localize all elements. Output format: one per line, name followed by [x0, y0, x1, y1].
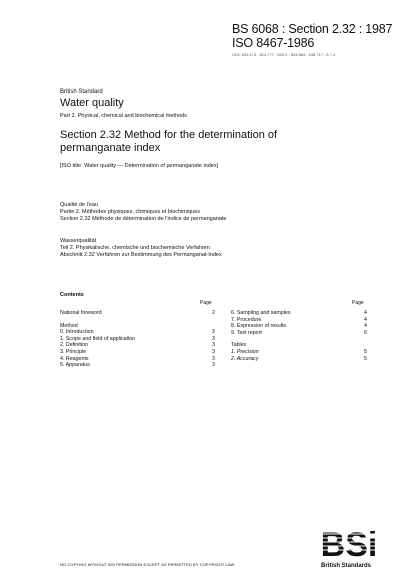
bsi-logo-mark [318, 525, 380, 563]
german-title-block [60, 238, 222, 260]
contents-entry [60, 342, 215, 349]
udc-line: UDC 628.1/.3 : 614.777 : 543.3 : 543.864 : 546.717 : 5.?.4 [232, 52, 336, 57]
german-line1: Wasserqualität [60, 238, 97, 244]
contents-entry-page: 5 [364, 355, 367, 362]
bsi-caption: British Standards [321, 563, 372, 569]
contents-entry [231, 323, 367, 330]
contents-entry-page: 3 [212, 355, 215, 362]
contents-entry-label: Method [60, 322, 78, 329]
standard-number-line1: BS 6068 : Section 2.32 : 1987 [232, 22, 393, 36]
french-line1: Qualité de l'eau [60, 202, 99, 208]
contents-entry-page: 5 [364, 348, 367, 355]
contents-entry-label: 4. Reagents [60, 355, 89, 362]
contents-entry-label: 7. Procedure [231, 316, 262, 323]
contents-left-column [60, 310, 215, 369]
contents-entry-page: 3 [212, 362, 215, 369]
contents-entry-label: 8. Expression of results [231, 323, 287, 330]
bsi-logo [318, 525, 380, 568]
contents-entry [60, 323, 215, 330]
contents-entry-page: 3 [212, 342, 215, 349]
contents-entry-page: 3 [212, 348, 215, 355]
document-title: Water quality [60, 97, 124, 109]
contents-page-label-left: Page [200, 300, 212, 306]
contents-entry-page: 4 [364, 316, 367, 323]
contents-entry-page: 4 [364, 310, 367, 316]
contents-entry-label: 1. Scope and field of application [60, 335, 136, 342]
part-title: Part 2. Physical, chemical and biochemical methods [60, 113, 187, 119]
contents-entry [60, 336, 215, 343]
contents-entry [231, 330, 367, 337]
standard-number-block [232, 22, 410, 50]
contents-entry-label: Tables [231, 342, 247, 349]
contents-entry [60, 329, 215, 336]
standard-number-line2: ISO 8467-1986 [232, 36, 315, 50]
contents-entry-label: 3. Principle [60, 348, 87, 355]
french-line2: Partie 2. Méthodes physiques, chimiques et biochimiques [60, 209, 201, 216]
bsi-logo-text: BSi [320, 526, 378, 563]
section-title-line2: permanganate index [60, 141, 161, 154]
french-line3: Section 2.32 Méthode de détermination de l'indice de permanganate [60, 216, 227, 223]
german-line3: Abschnitt 2.32 Verfahren zur Bestimmung des Permanganat-Index [60, 252, 222, 259]
contents-entry-label: 2. Definition [60, 342, 88, 349]
contents-entry-label: 9. Test report [231, 329, 262, 336]
contents-entry-label: 0. Introduction [60, 329, 94, 336]
contents-entry [231, 310, 367, 317]
copyright-footer: NO COPYING WITHOUT BSI PERMISSION EXCEPT AS PERMITTED BY COPYRIGHT LAW [60, 562, 235, 567]
contents-entry [60, 349, 215, 356]
contents-entry [60, 362, 215, 369]
contents-entry-page: 4 [364, 323, 367, 330]
contents-entry-label: National foreword [60, 310, 102, 316]
french-title-block [60, 202, 226, 224]
british-standard-label: British Standard [60, 89, 103, 95]
section-title [60, 129, 360, 154]
contents-entry-label: 6. Sampling and samples [231, 310, 291, 316]
contents-entry [60, 310, 215, 317]
contents-entry-label: 2. Accuracy [231, 355, 259, 362]
contents-entry [231, 356, 367, 363]
contents-entry [231, 342, 367, 349]
contents-entry [60, 356, 215, 363]
contents-entry-page: 2 [212, 310, 215, 316]
contents-entry [231, 317, 367, 324]
contents-page-label-right: Page [352, 300, 364, 306]
contents-entry-label: 1. Precision [231, 348, 259, 355]
contents-heading: Contents [60, 292, 84, 298]
contents-entry-page: 6 [364, 329, 367, 336]
section-title-line1: Section 2.32 Method for the determination of [60, 129, 278, 141]
german-line2: Teil 2. Physikalische, chemische und biochemische Verfahren [60, 245, 210, 252]
contents-entry-label: 5. Apparatus [60, 362, 90, 369]
contents-right-column [231, 310, 367, 362]
contents-entry [231, 349, 367, 356]
contents-entry-page: 3 [212, 329, 215, 336]
contents-entry-page: 3 [212, 335, 215, 342]
iso-title: [ISO title: Water quality — Determination of permanganate index] [60, 163, 219, 169]
